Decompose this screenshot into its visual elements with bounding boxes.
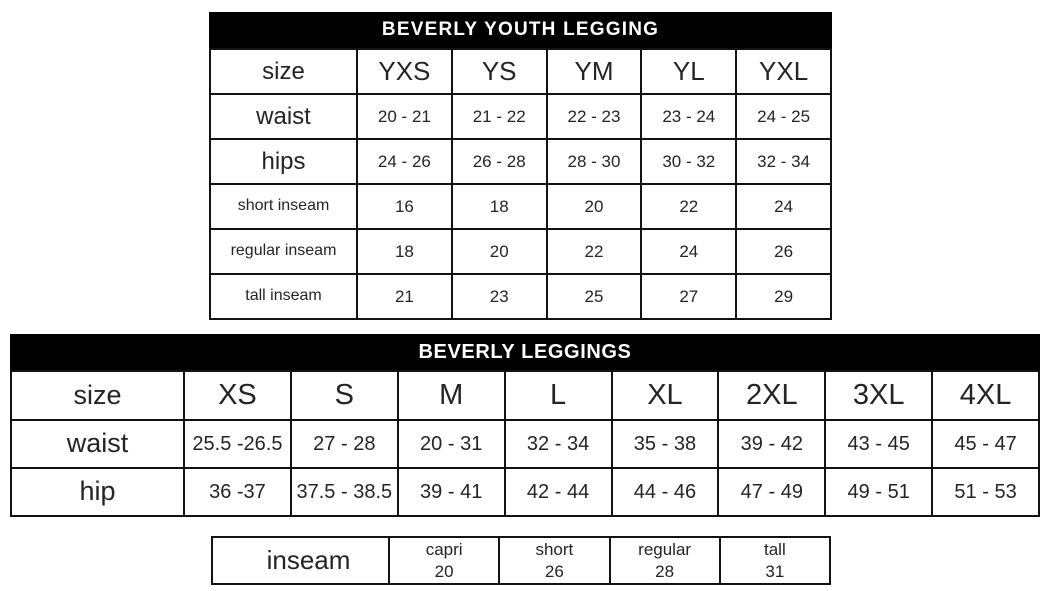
inseam-option-name: short [535,540,574,560]
size-header-yxs: YXS [357,49,452,94]
table-cell: 35 - 38 [612,420,719,468]
youth-table-grid [209,48,832,320]
row-label-regular-inseam: regular inseam [210,229,357,274]
inseam-option-name: tall [764,540,786,560]
youth-table-title: BEVERLY YOUTH LEGGING [209,12,832,48]
table-cell: 24 [736,184,831,229]
table-cell: 23 - 24 [641,94,736,139]
size-header-xl: XL [612,371,719,420]
table-cell: 24 [641,229,736,274]
inseam-option-name: capri [425,540,463,560]
table-cell: 22 [547,229,642,274]
table-cell: 21 - 22 [452,94,547,139]
table-cell: 49 - 51 [825,468,932,516]
table-cell: 18 [452,184,547,229]
table-cell: 43 - 45 [825,420,932,468]
table-cell: 23 [452,274,547,319]
row-label-size: size [11,371,184,420]
inseam-option-name: regular [638,540,692,560]
adult-size-row [11,371,1039,420]
size-header-ys: YS [452,49,547,94]
row-label-inseam: inseam [212,537,389,584]
table-cell: 26 [736,229,831,274]
table-cell: 25.5 -26.5 [184,420,291,468]
youth-regular-inseam-row [210,229,831,274]
table-cell: 44 - 46 [612,468,719,516]
size-header-yxl: YXL [736,49,831,94]
inseam-option-value: 28 [655,561,675,581]
row-label-short-inseam: short inseam [210,184,357,229]
youth-tall-inseam-row [210,274,831,319]
inseam-option-tall [720,537,830,584]
inseam-row [212,537,830,584]
youth-legging-table [209,12,832,320]
inseam-option-value: 31 [765,561,785,581]
adult-table-title: BEVERLY LEGGINGS [10,334,1040,370]
table-cell: 27 - 28 [291,420,398,468]
inseam-option-short [499,537,609,584]
youth-hips-row [210,139,831,184]
adult-leggings-table [10,334,1040,517]
table-cell: 51 - 53 [932,468,1039,516]
row-label-waist: waist [210,94,357,139]
table-cell: 29 [736,274,831,319]
table-cell: 18 [357,229,452,274]
size-header-3xl: 3XL [825,371,932,420]
table-cell: 22 - 23 [547,94,642,139]
table-cell: 39 - 42 [718,420,825,468]
table-cell: 37.5 - 38.5 [291,468,398,516]
table-cell: 32 - 34 [736,139,831,184]
table-cell: 20 - 31 [398,420,505,468]
table-cell: 32 - 34 [505,420,612,468]
inseam-option-value: 26 [544,561,564,581]
inseam-table-grid [211,536,831,585]
youth-short-inseam-row [210,184,831,229]
table-cell: 20 - 21 [357,94,452,139]
adult-waist-row [11,420,1039,468]
size-header-m: M [398,371,505,420]
size-header-ym: YM [547,49,642,94]
row-label-hips: hips [210,139,357,184]
table-cell: 45 - 47 [932,420,1039,468]
inseam-option-regular [610,537,720,584]
size-header-l: L [505,371,612,420]
size-header-2xl: 2XL [718,371,825,420]
inseam-option-value: 20 [434,561,454,581]
inseam-option-capri [389,537,499,584]
row-label-waist: waist [11,420,184,468]
table-cell: 24 - 26 [357,139,452,184]
row-label-tall-inseam: tall inseam [210,274,357,319]
table-cell: 16 [357,184,452,229]
adult-table-grid [10,370,1040,517]
row-label-hip: hip [11,468,184,516]
table-cell: 25 [547,274,642,319]
table-cell: 26 - 28 [452,139,547,184]
size-header-4xl: 4XL [932,371,1039,420]
table-cell: 36 -37 [184,468,291,516]
size-header-s: S [291,371,398,420]
table-cell: 20 [547,184,642,229]
table-cell: 30 - 32 [641,139,736,184]
table-cell: 21 [357,274,452,319]
table-cell: 47 - 49 [718,468,825,516]
table-cell: 27 [641,274,736,319]
table-cell: 28 - 30 [547,139,642,184]
inseam-table [211,536,831,585]
table-cell: 24 - 25 [736,94,831,139]
table-cell: 20 [452,229,547,274]
youth-size-row [210,49,831,94]
table-cell: 39 - 41 [398,468,505,516]
size-header-xs: XS [184,371,291,420]
table-cell: 42 - 44 [505,468,612,516]
size-header-yl: YL [641,49,736,94]
row-label-size: size [210,49,357,94]
adult-hip-row [11,468,1039,516]
youth-waist-row [210,94,831,139]
table-cell: 22 [641,184,736,229]
